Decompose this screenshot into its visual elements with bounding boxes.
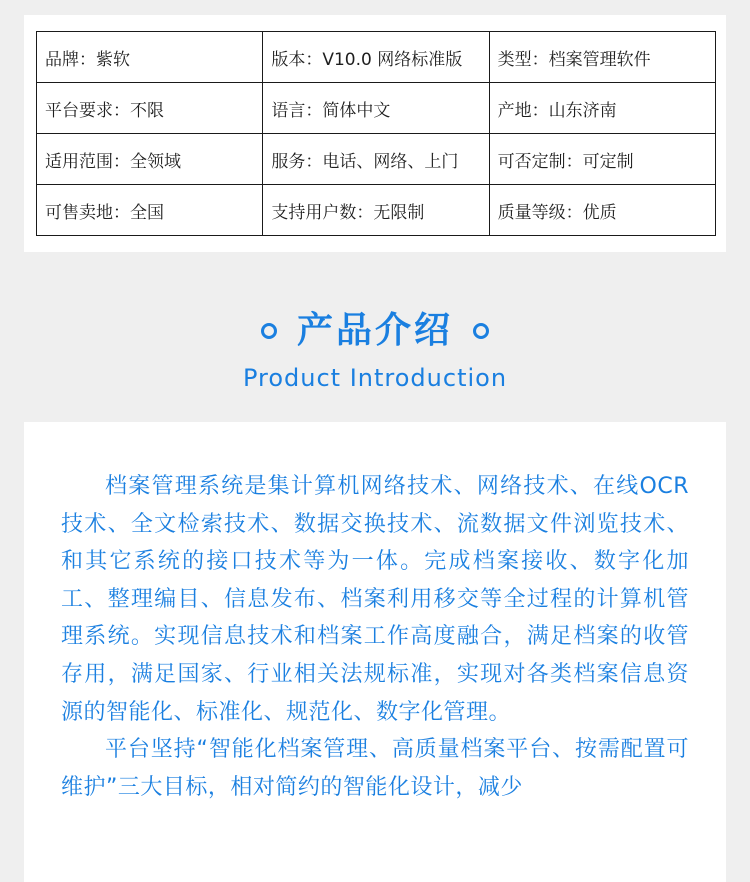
spec-cell-scope: 适用范围：全领域 [37,134,263,185]
spec-cell-language: 语言：简体中文 [263,83,489,134]
table-row [37,134,716,185]
table-row [37,83,716,134]
section-subtitle: Product Introduction [242,364,508,392]
spec-cell-platform: 平台要求：不限 [37,83,263,134]
table-row [37,185,716,236]
intro-paragraph: 平台坚持“智能化档案管理、高质量档案平台、按需配置可维护”三大目标，相对简约的智能化设计，减少 [61,737,689,800]
spec-cell-user-count: 支持用户数：无限制 [263,185,489,236]
spec-cell-brand: 品牌：紫软 [37,32,263,83]
spec-cell-type: 类型：档案管理软件 [489,32,715,83]
spec-table [36,31,716,236]
section-title: 产品介绍 [296,310,453,351]
spec-cell-customizable: 可否定制：可定制 [489,134,715,185]
section-title-row [0,305,750,357]
left-ring-icon [261,323,277,339]
spec-cell-quality: 质量等级：优质 [489,185,715,236]
spec-cell-origin: 产地：山东济南 [489,83,715,134]
table-row [37,32,716,83]
section-header [0,305,750,393]
intro-card [24,422,726,882]
intro-text [61,468,689,806]
spec-cell-service: 服务：电话、网络、上门 [263,134,489,185]
intro-paragraph: 档案管理系统是集计算机网络技术、网络技术、在线OCR技术、全文检索技术、数据交换技术、流数据文件浏览技术、和其它系统的接口技术等为一体。完成档案接收、数字化加工、整理编目、信息发布、档案利用移交等全过程的计算机管理系统。实现信息技术和档案工作高度融合，满足档案的收管存用，满足国家、行业相关法规标准，实现对各类档案信息资源的智能化、标准化、规范化、数字化管理。 [61,474,689,725]
spec-cell-version: 版本：V10.0 网络标准版 [263,32,489,83]
right-ring-icon [473,323,489,339]
spec-cell-sale-area: 可售卖地：全国 [37,185,263,236]
spec-card [24,15,726,252]
